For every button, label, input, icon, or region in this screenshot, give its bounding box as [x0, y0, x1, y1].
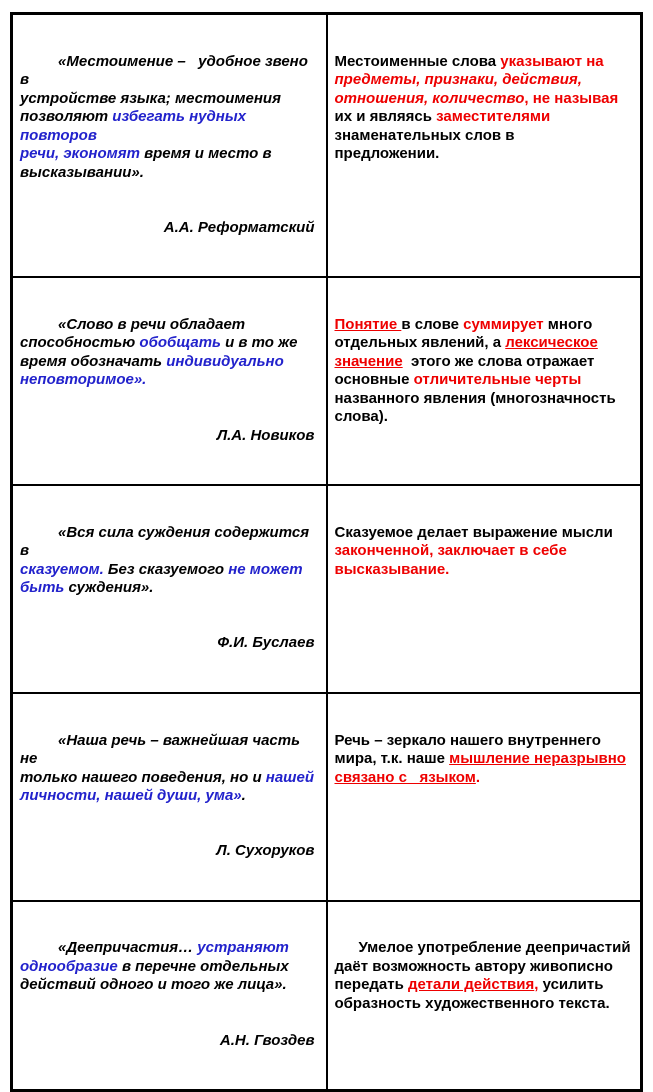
quote-cell: [12, 901, 327, 1091]
explanation-cell: [327, 277, 642, 485]
table-row: [12, 693, 642, 901]
explanation-cell: [327, 693, 642, 901]
quote-text: «Вся сила суждения содержится в сказуемом. Без сказуемого не может быть суждения».: [20, 523, 314, 597]
quote-author: Ф.И. Буслаев: [217, 634, 315, 652]
quote-cell: [12, 277, 327, 485]
quote-text: «Деепричастия… устраняют однообразие в перечне отдельных действий одного и того же лица».: [20, 939, 289, 994]
explanation-text: Понятие в слове суммирует много отдельных явлений, а лексическое значение этого же слова отражает основные отличительные черты названного явления (многозначность слова).: [334, 316, 616, 426]
quote-cell: [12, 485, 327, 693]
table-row: [12, 485, 642, 693]
quote-text: «Местоимение – удобное звено в устройстве языка; местоимения позволяют избегать нудных повторов речи, экономят время и место в высказывании».: [20, 52, 313, 181]
table-row: [12, 277, 642, 485]
quote-cell: [12, 693, 327, 901]
quote-text: «Наша речь – важнейшая часть не только нашего поведения, но и нашей личности, нашей души, ума».: [20, 731, 315, 804]
table-row: [12, 901, 642, 1091]
explanation-text: Умелое употребление деепричастий даёт возможность автору живописно передать детали действия, усилить образность художественного текста.: [334, 939, 631, 1012]
quote-cell: [12, 14, 327, 278]
quote-author: А.Н. Гвоздев: [219, 1031, 315, 1049]
explanation-text: Речь – зеркало нашего внутреннего мира, т.к. наше мышление неразрывно связано с языком.: [334, 731, 626, 786]
explanation-text: Сказуемое делает выражение мысли законченной, заключает в себе высказывание.: [334, 523, 613, 578]
quote-text: «Слово в речи обладает способностью обобщать и в то же время обозначать индивидуально неповторимое».: [20, 316, 298, 389]
quote-author: Л.А. Новиков: [216, 426, 315, 444]
quote-author: А.А. Реформатский: [163, 218, 315, 236]
table-row: [12, 14, 642, 278]
quote-author: Л. Сухоруков: [216, 842, 315, 860]
explanation-cell: [327, 14, 642, 278]
explanation-cell: [327, 901, 642, 1091]
explanation-cell: [327, 485, 642, 693]
quotes-table: [10, 12, 643, 1092]
explanation-text: Местоименные слова указывают на предметы, признаки, действия, отношения, количество, не называя их и являясь заместителями знаменательных слов в предложении.: [334, 52, 619, 163]
